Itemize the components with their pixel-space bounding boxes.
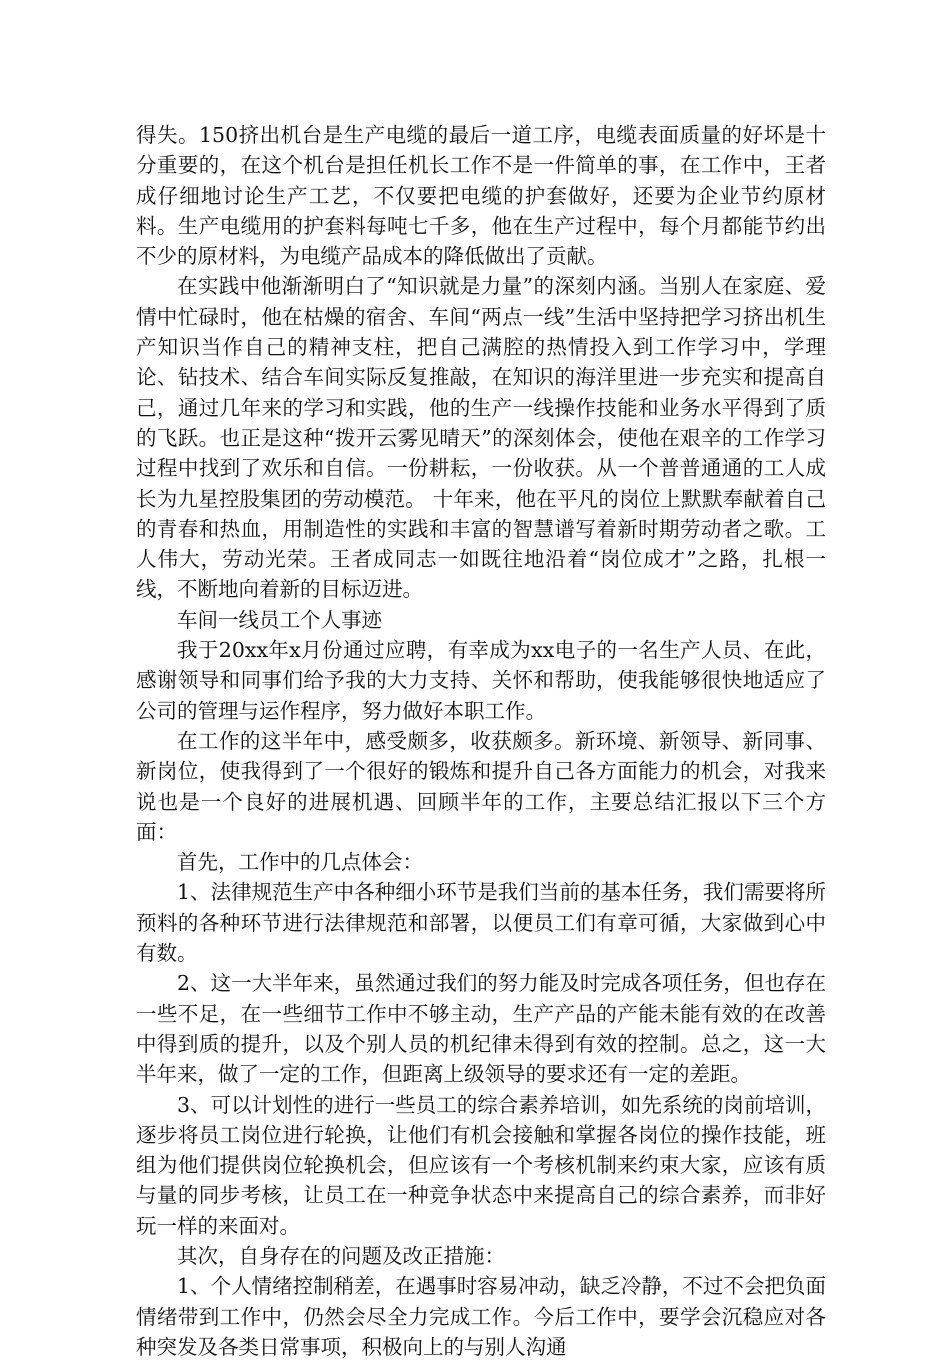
paragraph-joining-company: 我于20xx年x月份通过应聘，有幸成为xx电子的一名生产人员、在此，感谢领导和同事们给予我的大力支持、关怀和帮助，使我能够很快地适应了公司的管理与运作程序，努力做好本职工作。 [136,638,826,723]
paragraph-half-year-review: 在工作的这半年中，感受颇多，收获颇多。新环境、新领导、新同事、新岗位，使我得到了一个很好的锻炼和提升自己各方面能力的机会，对我来说也是一个良好的进展机遇、回顾半年的工作，主要总结汇报以下三个方面： [136,728,826,844]
list-item-3-training: 3、可以计划性的进行一些员工的综合素养培训，如先系统的岗前培训，逐步将员工岗位进行轮换，让他们有机会接触和掌握各岗位的操作技能，班组为他们提供岗位轮换机会，但应该有一个考核机制来约束大家，应该有质与量的同步考核，让员工在一种竞争状态中来提高自己的综合素养，而非好玩一样的来面对。 [136,1092,826,1238]
document-body [136,120,826,1362]
list-item-2-shortcomings: 2、这一大半年来，虽然通过我们的努力能及时完成各项任务，但也存在一些不足，在一些细节工作中不够主动，生产产品的产能未能有效的在改善中得到质的提升，以及个别人员的机纪律未得到有效的控制。总之，这一大半年来，做了一定的工作，但距离上级领导的要求还有一定的差距。 [136,971,826,1087]
paragraph-cable-extrusion: 得失。150挤出机台是生产电缆的最后一道工序，电缆表面质量的好坏是十分重要的，在这个机台是担任机长工作不是一件简单的事，在工作中，王者成仔细地讨论生产工艺，不仅要把电缆的护套做好，还要为企业节约原材料。生产电缆用的护套料每吨七千多，他在生产过程中，每个月都能节约出不少的原材料，为电缆产品成本的降低做出了贡献。 [136,123,826,269]
list-item-1-emotion-control: 1、个人情绪控制稍差，在遇事时容易冲动，缺乏冷静，不过不会把负面情绪带到工作中，仍然会尽全力完成工作。今后工作中，要学会沉稳应对各种突发及各类日常事项，积极向上的与别人沟通 [136,1274,826,1359]
list-item-1-regulation: 1、法律规范生产中各种细小环节是我们当前的基本任务，我们需要将所预料的各种环节进行法律规范和部署，以便员工们有章可循，大家做到心中有数。 [136,880,826,966]
section-title-workshop-employee: 车间一线员工个人事迹 [177,607,382,632]
subheading-problems-corrections: 其次，自身存在的问题及改正措施： [177,1243,505,1268]
subheading-work-experience: 首先，工作中的几点体会： [177,850,423,875]
paragraph-knowledge-is-power: 在实践中他渐渐明白了“知识就是力量”的深刻内涵。当别人在家庭、爱情中忙碌时，他在枯燥的宿舍、车间“两点一线”生活中坚持把学习挤出机生产知识当作自己的精神支柱，把自己满腔的热情投入到工作学习中，学理论、钻技术、结合车间实际反复推敲，在知识的海洋里进一步充实和提高自己，通过几年来的学习和实践，他的生产一线操作技能和业务水平得到了质的飞跃。也正是这种“拨开云雾见晴天”的深刻体会，使他在艰辛的工作学习过程中找到了欢乐和自信。一份耕耘，一份收获。从一个普普通通的工人成长为九星控股集团的劳动模范。 十年来，他在平凡的岗位上默默奉献着自己的青春和热血，用制造性的实践和丰富的智慧谱写着新时期劳动者之歌。工人伟大，劳动光荣。王者成同志一如既往地沿着“岗位成才”之路，扎根一线，不断地向着新的目标迈进。 [136,274,826,602]
